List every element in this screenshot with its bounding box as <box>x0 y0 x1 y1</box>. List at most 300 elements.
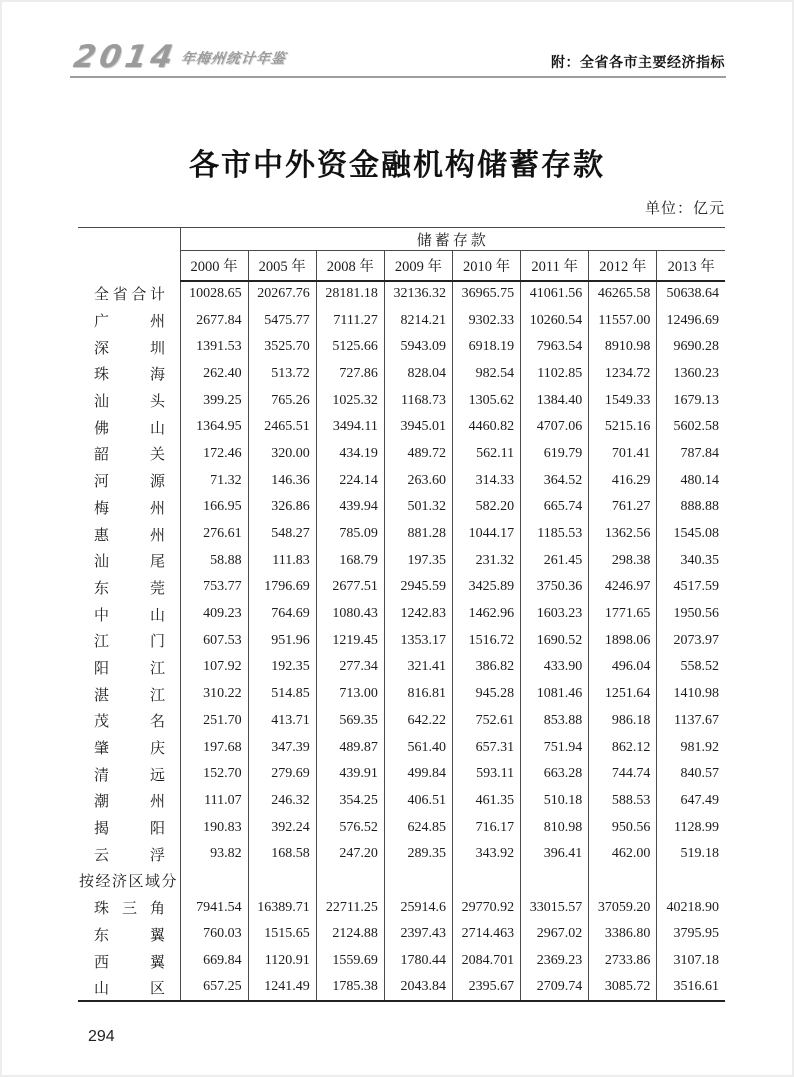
value-cell: 785.09 <box>316 521 384 548</box>
value-cell: 2714.463 <box>453 921 521 948</box>
value-cell: 41061.56 <box>521 281 589 308</box>
row-label: 汕尾 <box>94 554 165 571</box>
value-cell: 279.69 <box>248 761 316 788</box>
value-cell: 25914.6 <box>384 894 452 921</box>
value-cell: 168.58 <box>248 841 316 868</box>
header-divider <box>70 76 726 78</box>
value-cell: 1102.85 <box>521 361 589 388</box>
unit-label: 单位：亿元 <box>644 201 725 217</box>
value-cell: 340.35 <box>657 547 725 574</box>
value-cell: 439.94 <box>316 494 384 521</box>
row-label-cell <box>78 654 180 681</box>
value-cell: 231.32 <box>453 547 521 574</box>
value-cell: 2733.86 <box>589 948 657 975</box>
row-label: 佛山 <box>94 420 165 437</box>
value-cell: 2124.88 <box>316 921 384 948</box>
value-cell: 1950.56 <box>657 601 725 628</box>
value-cell: 519.18 <box>657 841 725 868</box>
value-cell: 1559.69 <box>316 948 384 975</box>
value-cell: 2677.51 <box>316 574 384 601</box>
value-cell: 1515.65 <box>248 921 316 948</box>
table-row <box>78 281 725 308</box>
row-label: 全省合计 <box>94 287 165 304</box>
table-row <box>78 467 725 494</box>
row-label: 潮州 <box>94 794 165 811</box>
value-cell: 2967.02 <box>521 921 589 948</box>
value-cell: 642.22 <box>384 708 452 735</box>
value-cell <box>521 868 589 895</box>
row-label-cell <box>78 974 180 1001</box>
value-cell: 1305.62 <box>453 387 521 414</box>
table-row <box>78 814 725 841</box>
value-cell: 263.60 <box>384 467 452 494</box>
value-cell: 2073.97 <box>657 627 725 654</box>
table-row <box>78 734 725 761</box>
value-cell: 1796.69 <box>248 574 316 601</box>
value-cell: 10028.65 <box>180 281 248 308</box>
value-cell: 3085.72 <box>589 974 657 1001</box>
value-cell: 3795.95 <box>657 921 725 948</box>
value-cell: 399.25 <box>180 387 248 414</box>
value-cell: 10260.54 <box>521 307 589 334</box>
value-cell: 1241.49 <box>248 974 316 1001</box>
value-cell: 514.85 <box>248 681 316 708</box>
table-row <box>78 948 725 975</box>
value-cell: 727.86 <box>316 361 384 388</box>
value-cell: 489.87 <box>316 734 384 761</box>
value-cell: 561.40 <box>384 734 452 761</box>
value-cell: 9302.33 <box>453 307 521 334</box>
value-cell: 744.74 <box>589 761 657 788</box>
row-label-cell <box>78 681 180 708</box>
value-cell: 1898.06 <box>589 627 657 654</box>
stub-header-cell <box>78 228 180 281</box>
value-cell: 20267.76 <box>248 281 316 308</box>
value-cell: 816.81 <box>384 681 452 708</box>
value-cell: 1785.38 <box>316 974 384 1001</box>
group-header-cell: 储蓄存款 <box>180 228 725 251</box>
value-cell: 810.98 <box>521 814 589 841</box>
value-cell: 1353.17 <box>384 627 452 654</box>
value-cell: 951.96 <box>248 627 316 654</box>
value-cell: 107.92 <box>180 654 248 681</box>
value-cell: 665.74 <box>521 494 589 521</box>
value-cell: 3750.36 <box>521 574 589 601</box>
value-cell: 7941.54 <box>180 894 248 921</box>
value-cell: 406.51 <box>384 788 452 815</box>
value-cell: 4517.59 <box>657 574 725 601</box>
value-cell: 576.52 <box>316 814 384 841</box>
row-label: 深圳 <box>94 340 165 357</box>
value-cell: 1362.56 <box>589 521 657 548</box>
value-cell <box>453 868 521 895</box>
value-cell: 881.28 <box>384 521 452 548</box>
value-cell <box>248 868 316 895</box>
value-cell: 262.40 <box>180 361 248 388</box>
group-header-row <box>78 228 725 251</box>
value-cell: 753.77 <box>180 574 248 601</box>
table-row <box>78 788 725 815</box>
page-number: 294 <box>88 1028 115 1045</box>
value-cell: 1462.96 <box>453 601 521 628</box>
value-cell: 40218.90 <box>657 894 725 921</box>
value-cell: 434.19 <box>316 441 384 468</box>
value-cell: 501.32 <box>384 494 452 521</box>
row-label: 茂名 <box>94 714 165 731</box>
value-cell: 787.84 <box>657 441 725 468</box>
table-row <box>78 494 725 521</box>
table-row <box>78 761 725 788</box>
row-label-cell <box>78 414 180 441</box>
table-header <box>78 228 725 281</box>
value-cell: 1603.23 <box>521 601 589 628</box>
row-label-cell <box>78 547 180 574</box>
table-row <box>78 627 725 654</box>
table-row <box>78 841 725 868</box>
value-cell: 168.79 <box>316 547 384 574</box>
row-label: 云浮 <box>94 847 165 864</box>
page-title: 各市中外资金融机构储蓄存款 <box>189 149 605 182</box>
value-cell: 12496.69 <box>657 307 725 334</box>
year-header-cell: 2000 年 <box>180 251 248 281</box>
row-label-cell <box>78 574 180 601</box>
value-cell: 2084.701 <box>453 948 521 975</box>
value-cell: 657.25 <box>180 974 248 1001</box>
value-cell: 2395.67 <box>453 974 521 1001</box>
row-label: 东莞 <box>94 580 165 597</box>
value-cell: 982.54 <box>453 361 521 388</box>
row-label: 山区 <box>94 980 165 997</box>
value-cell: 764.69 <box>248 601 316 628</box>
row-label-cell <box>78 494 180 521</box>
value-cell: 607.53 <box>180 627 248 654</box>
value-cell: 569.35 <box>316 708 384 735</box>
value-cell: 32136.32 <box>384 281 452 308</box>
value-cell: 1025.32 <box>316 387 384 414</box>
row-label: 西翼 <box>94 954 165 971</box>
table-row <box>78 681 725 708</box>
value-cell: 4460.82 <box>453 414 521 441</box>
value-cell: 251.70 <box>180 708 248 735</box>
year-header-cell: 2009 年 <box>384 251 452 281</box>
year-header-cell: 2013 年 <box>657 251 725 281</box>
value-cell: 548.27 <box>248 521 316 548</box>
value-cell: 36965.75 <box>453 281 521 308</box>
value-cell: 1545.08 <box>657 521 725 548</box>
value-cell: 409.23 <box>180 601 248 628</box>
year-header-cell: 2005 年 <box>248 251 316 281</box>
value-cell: 58.88 <box>180 547 248 574</box>
row-label: 揭阳 <box>94 821 165 838</box>
table-row <box>78 334 725 361</box>
row-label: 河源 <box>94 474 165 491</box>
value-cell: 152.70 <box>180 761 248 788</box>
value-cell: 5602.58 <box>657 414 725 441</box>
value-cell: 713.00 <box>316 681 384 708</box>
value-cell: 3525.70 <box>248 334 316 361</box>
value-cell: 354.25 <box>316 788 384 815</box>
value-cell: 433.90 <box>521 654 589 681</box>
value-cell: 862.12 <box>589 734 657 761</box>
year-header-cell: 2008 年 <box>316 251 384 281</box>
value-cell: 5475.77 <box>248 307 316 334</box>
value-cell: 261.45 <box>521 547 589 574</box>
row-label-cell <box>78 387 180 414</box>
table-row <box>78 361 725 388</box>
value-cell: 1410.98 <box>657 681 725 708</box>
row-label-cell <box>78 841 180 868</box>
value-cell: 1168.73 <box>384 387 452 414</box>
value-cell: 582.20 <box>453 494 521 521</box>
value-cell: 1690.52 <box>521 627 589 654</box>
logo-suffix-text: 年梅州统计年鉴 <box>180 51 288 67</box>
value-cell: 197.35 <box>384 547 452 574</box>
row-label-cell <box>78 788 180 815</box>
value-cell: 1185.53 <box>521 521 589 548</box>
value-cell: 1128.99 <box>657 814 725 841</box>
value-cell: 11557.00 <box>589 307 657 334</box>
value-cell: 1242.83 <box>384 601 452 628</box>
value-cell: 3945.01 <box>384 414 452 441</box>
value-cell: 192.35 <box>248 654 316 681</box>
value-cell: 765.26 <box>248 387 316 414</box>
table-body <box>78 281 725 1002</box>
value-cell: 71.32 <box>180 467 248 494</box>
value-cell: 224.14 <box>316 467 384 494</box>
value-cell: 4246.97 <box>589 574 657 601</box>
table-row <box>78 307 725 334</box>
value-cell: 853.88 <box>521 708 589 735</box>
row-label: 韶关 <box>94 447 165 464</box>
row-label: 肇庆 <box>94 741 165 758</box>
value-cell <box>384 868 452 895</box>
value-cell: 289.35 <box>384 841 452 868</box>
year-header-cell: 2010 年 <box>453 251 521 281</box>
table-row <box>78 708 725 735</box>
value-cell: 314.33 <box>453 467 521 494</box>
row-label: 按经济区域分 <box>79 874 179 891</box>
row-label-cell <box>78 761 180 788</box>
value-cell: 1780.44 <box>384 948 452 975</box>
value-cell: 663.28 <box>521 761 589 788</box>
row-label-cell <box>78 281 180 308</box>
value-cell: 1081.46 <box>521 681 589 708</box>
value-cell: 647.49 <box>657 788 725 815</box>
value-cell: 619.79 <box>521 441 589 468</box>
value-cell: 1360.23 <box>657 361 725 388</box>
value-cell: 190.83 <box>180 814 248 841</box>
value-cell: 364.52 <box>521 467 589 494</box>
value-cell: 16389.71 <box>248 894 316 921</box>
value-cell: 562.11 <box>453 441 521 468</box>
value-cell: 5215.16 <box>589 414 657 441</box>
table-row <box>78 974 725 1001</box>
row-label: 东翼 <box>94 927 165 944</box>
value-cell: 50638.64 <box>657 281 725 308</box>
value-cell: 2397.43 <box>384 921 452 948</box>
value-cell: 5125.66 <box>316 334 384 361</box>
value-cell: 1251.64 <box>589 681 657 708</box>
value-cell <box>180 868 248 895</box>
value-cell: 392.24 <box>248 814 316 841</box>
row-label-cell <box>78 948 180 975</box>
value-cell: 413.71 <box>248 708 316 735</box>
value-cell: 888.88 <box>657 494 725 521</box>
row-label: 广州 <box>94 314 165 331</box>
value-cell: 840.57 <box>657 761 725 788</box>
value-cell <box>316 868 384 895</box>
value-cell: 320.00 <box>248 441 316 468</box>
value-cell: 5943.09 <box>384 334 452 361</box>
row-label-cell <box>78 708 180 735</box>
value-cell: 146.36 <box>248 467 316 494</box>
value-cell: 2465.51 <box>248 414 316 441</box>
value-cell: 22711.25 <box>316 894 384 921</box>
value-cell: 386.82 <box>453 654 521 681</box>
row-label-cell <box>78 307 180 334</box>
value-cell: 593.11 <box>453 761 521 788</box>
value-cell: 950.56 <box>589 814 657 841</box>
row-label-cell <box>78 814 180 841</box>
value-cell: 945.28 <box>453 681 521 708</box>
value-cell: 326.86 <box>248 494 316 521</box>
table-row <box>78 441 725 468</box>
year-header-cell: 2011 年 <box>521 251 589 281</box>
value-cell: 657.31 <box>453 734 521 761</box>
value-cell: 197.68 <box>180 734 248 761</box>
value-cell: 496.04 <box>589 654 657 681</box>
value-cell: 347.39 <box>248 734 316 761</box>
value-cell: 716.17 <box>453 814 521 841</box>
value-cell: 981.92 <box>657 734 725 761</box>
value-cell: 93.82 <box>180 841 248 868</box>
table-row <box>78 574 725 601</box>
value-cell: 2677.84 <box>180 307 248 334</box>
value-cell: 3386.80 <box>589 921 657 948</box>
value-cell: 828.04 <box>384 361 452 388</box>
value-cell: 480.14 <box>657 467 725 494</box>
value-cell: 2709.74 <box>521 974 589 1001</box>
value-cell: 513.72 <box>248 361 316 388</box>
value-cell: 1549.33 <box>589 387 657 414</box>
value-cell: 624.85 <box>384 814 452 841</box>
value-cell: 439.91 <box>316 761 384 788</box>
value-cell: 6918.19 <box>453 334 521 361</box>
header-right-text: 附：全省各市主要经济指标 <box>551 55 725 71</box>
value-cell: 1384.40 <box>521 387 589 414</box>
value-cell: 111.07 <box>180 788 248 815</box>
value-cell: 761.27 <box>589 494 657 521</box>
value-cell: 1137.67 <box>657 708 725 735</box>
row-label-cell <box>78 601 180 628</box>
value-cell: 277.34 <box>316 654 384 681</box>
row-label: 江门 <box>94 634 165 651</box>
table-row <box>78 387 725 414</box>
row-label: 清远 <box>94 767 165 784</box>
value-cell: 1234.72 <box>589 361 657 388</box>
value-cell <box>657 868 725 895</box>
value-cell: 1080.43 <box>316 601 384 628</box>
value-cell: 1679.13 <box>657 387 725 414</box>
table-row <box>78 547 725 574</box>
yearbook-logo <box>70 39 288 75</box>
value-cell: 7111.27 <box>316 307 384 334</box>
value-cell: 3425.89 <box>453 574 521 601</box>
value-cell: 760.03 <box>180 921 248 948</box>
row-label-cell <box>78 467 180 494</box>
value-cell: 751.94 <box>521 734 589 761</box>
value-cell: 489.72 <box>384 441 452 468</box>
value-cell: 276.61 <box>180 521 248 548</box>
value-cell: 166.95 <box>180 494 248 521</box>
value-cell: 1120.91 <box>248 948 316 975</box>
value-cell: 2043.84 <box>384 974 452 1001</box>
row-label: 中山 <box>94 607 165 624</box>
value-cell: 111.83 <box>248 547 316 574</box>
row-label-cell <box>78 868 180 895</box>
value-cell: 298.38 <box>589 547 657 574</box>
savings-deposits-table <box>78 227 725 1002</box>
value-cell: 1219.45 <box>316 627 384 654</box>
row-label: 湛江 <box>94 687 165 704</box>
row-label-cell <box>78 894 180 921</box>
value-cell: 669.84 <box>180 948 248 975</box>
table-row <box>78 521 725 548</box>
value-cell: 499.84 <box>384 761 452 788</box>
value-cell: 4707.06 <box>521 414 589 441</box>
value-cell: 310.22 <box>180 681 248 708</box>
row-label: 珠海 <box>94 367 165 384</box>
year-header-cell: 2012 年 <box>589 251 657 281</box>
value-cell: 3516.61 <box>657 974 725 1001</box>
value-cell: 2945.59 <box>384 574 452 601</box>
value-cell <box>589 868 657 895</box>
table-row <box>78 921 725 948</box>
row-label-cell <box>78 361 180 388</box>
value-cell: 416.29 <box>589 467 657 494</box>
value-cell: 1364.95 <box>180 414 248 441</box>
table-row <box>78 894 725 921</box>
value-cell: 37059.20 <box>589 894 657 921</box>
value-cell: 321.41 <box>384 654 452 681</box>
value-cell: 1391.53 <box>180 334 248 361</box>
value-cell: 396.41 <box>521 841 589 868</box>
row-label: 梅州 <box>94 500 165 517</box>
value-cell: 558.52 <box>657 654 725 681</box>
row-label: 珠三角 <box>94 901 165 918</box>
value-cell: 510.18 <box>521 788 589 815</box>
value-cell: 28181.18 <box>316 281 384 308</box>
value-cell: 986.18 <box>589 708 657 735</box>
value-cell: 1044.17 <box>453 521 521 548</box>
row-label-cell <box>78 334 180 361</box>
value-cell: 343.92 <box>453 841 521 868</box>
value-cell: 8910.98 <box>589 334 657 361</box>
row-label-cell <box>78 441 180 468</box>
value-cell: 588.53 <box>589 788 657 815</box>
value-cell: 29770.92 <box>453 894 521 921</box>
table-row <box>78 654 725 681</box>
value-cell: 46265.58 <box>589 281 657 308</box>
value-cell: 33015.57 <box>521 894 589 921</box>
row-label: 汕头 <box>94 394 165 411</box>
value-cell: 3494.11 <box>316 414 384 441</box>
logo-year-text: 2014 <box>70 39 180 75</box>
value-cell: 462.00 <box>589 841 657 868</box>
row-label: 惠州 <box>94 527 165 544</box>
value-cell: 701.41 <box>589 441 657 468</box>
row-label-cell <box>78 734 180 761</box>
